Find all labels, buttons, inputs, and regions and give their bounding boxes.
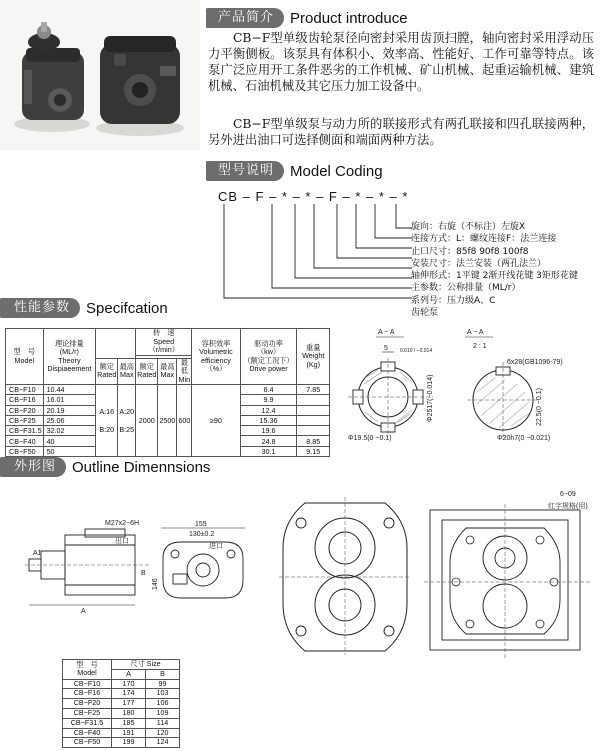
size-b-cell: 99	[145, 679, 179, 689]
coding-line-displacement: 主参数：公称排量（ML/r）	[411, 283, 521, 294]
intro-title-en: Product introduce	[290, 9, 408, 27]
size-h-b: B	[145, 669, 179, 679]
size-model-cell: CB−F10	[63, 679, 112, 689]
spec-model-cell: CB−F10	[6, 385, 44, 395]
spec-power-cell: 24.8	[240, 436, 297, 446]
coding-line-gear-pump: 齿轮泵	[411, 308, 439, 319]
spec-h-pressure-max: 最高 Max	[118, 358, 136, 385]
outline-front-view	[153, 518, 253, 618]
spec-model-cell: CB−F31.5	[6, 426, 44, 436]
shaft-section-drawing-right	[455, 322, 595, 444]
size-model-cell: CB−F40	[63, 728, 112, 738]
table-row	[6, 385, 330, 395]
spec-model-cell: CB−F25	[6, 415, 44, 425]
spec-disp-cell: 50	[43, 446, 96, 456]
outline-label-a: A	[81, 608, 86, 615]
size-model-cell: CB−F31.5	[63, 718, 112, 728]
spec-h-speed-rated: 额定 Rated	[136, 358, 158, 385]
spec-weight-cell	[297, 415, 330, 425]
outline-label-outlet: 出口	[115, 538, 129, 545]
size-h-size: 尺寸 Size	[112, 660, 180, 670]
spec-h-model: 型 号 Model	[6, 329, 44, 385]
spec-max-pressure-cell: A:20 B:25	[118, 385, 136, 457]
spec-h-speed-max: 最高 Max	[158, 358, 177, 385]
spec-h-power: 驱动功率 （kw） （额定工况下） Drive power	[240, 329, 297, 385]
spec-header	[0, 298, 168, 318]
coding-legend	[411, 221, 578, 319]
dim-spline-dia: Φ2517(−0.014)	[427, 374, 434, 422]
spec-power-cell: 30.1	[240, 446, 297, 456]
dim-minor-dia: Φ19.5(0 −0.1)	[348, 435, 392, 442]
coding-line-shaft: 轴伸形式：1平键 2渐开线花键 3矩形花键	[411, 271, 578, 282]
size-model-cell: CB−F16	[63, 689, 112, 699]
intro-title-cn: 产品简介	[206, 8, 284, 28]
size-b-cell: 109	[145, 708, 179, 718]
spec-weight-cell: 7.85	[297, 385, 330, 395]
spec-disp-cell: 16.01	[43, 395, 96, 405]
size-h-model: 型 号 Model	[63, 660, 112, 680]
size-h-a: A	[112, 669, 146, 679]
spec-h-displacement: 理论排量 (ML/r) Theory Dispiaeement	[43, 329, 96, 385]
spec-power-cell: 6.4	[240, 385, 297, 395]
spec-power-cell: 19.6	[240, 426, 297, 436]
spec-weight-cell	[297, 426, 330, 436]
dim-key-spec: 6x28(GB1096-79)	[507, 359, 563, 366]
spec-weight-cell	[297, 395, 330, 405]
table-row	[63, 679, 180, 689]
table-row	[63, 738, 180, 748]
table-row	[63, 699, 180, 709]
outline-side-view	[25, 515, 155, 615]
spec-title-cn: 性能参数	[0, 298, 80, 318]
gear-pump-photo-illustration	[0, 0, 200, 150]
size-b-cell: 120	[145, 728, 179, 738]
size-b-cell: 114	[145, 718, 179, 728]
outline-mounting-face-view	[275, 493, 415, 658]
outline-title-cn: 外形图	[0, 457, 66, 477]
outline-header	[0, 457, 210, 477]
coding-header	[206, 161, 383, 181]
coding-leader-lines	[210, 204, 440, 314]
spec-model-cell: CB−F16	[6, 395, 44, 405]
outline-label-holes: 6−09	[560, 491, 576, 498]
coding-line-series: 系列号：压力级A、C	[411, 295, 496, 306]
spec-power-cell: 12.4	[240, 405, 297, 415]
spec-rated-pressure-cell: A:16 B:20	[96, 385, 118, 457]
spec-disp-cell: 20.19	[43, 405, 96, 415]
dim-key-width: 5	[384, 345, 388, 352]
spec-model-cell: CB−F40	[6, 436, 44, 446]
size-model-cell: CB−F25	[63, 708, 112, 718]
spec-efficiency-cell: ≥90	[192, 385, 240, 457]
spec-title-en: Specifcation	[86, 299, 168, 317]
size-a-cell: 199	[112, 738, 146, 748]
outline-label-thread: M27x2−6H	[105, 520, 140, 527]
outline-dim-155: 155	[195, 521, 207, 528]
size-table	[62, 659, 180, 748]
spec-pressure-header-note	[91, 330, 137, 338]
spec-h-efficiency: 容积效率 Volumetric efficiency （%）	[192, 329, 240, 385]
spec-h-speed: 转 速 Speed （r/min）	[136, 329, 192, 356]
model-code: CB – F – * – * – F – * – * – *	[218, 189, 409, 204]
section-label-right: A − A	[467, 329, 484, 336]
shaft-section-drawing-left	[338, 322, 453, 444]
size-model-cell: CB−F50	[63, 738, 112, 748]
coding-line-rotation: 旋向：右旋（不标注）左旋X	[411, 222, 526, 232]
outline-label-note: 红字规格(用)	[548, 503, 588, 510]
outline-label-inlet: 进口	[209, 543, 223, 550]
size-a-cell: 177	[112, 699, 146, 709]
dim-key-tol: 0.010 / −0.014	[400, 348, 433, 354]
spec-disp-cell: 25.06	[43, 415, 96, 425]
intro-paragraph-2: CB−F型单级泵与动力所的联接形式有两孔联接和四孔联接两种，另外进出油口可选择侧面和端面两种方法。	[208, 117, 594, 147]
table-row	[63, 728, 180, 738]
product-photo	[0, 0, 200, 150]
coding-line-mounting: 安装尺寸：法兰安装（两孔法兰）	[411, 258, 547, 269]
spec-disp-cell: 10.44	[43, 385, 96, 395]
spec-weight-cell	[297, 405, 330, 415]
size-a-cell: 170	[112, 679, 146, 689]
coding-line-connection: 连接方式：L：螺纹连接F：法兰连接	[411, 234, 557, 245]
size-b-cell: 106	[145, 699, 179, 709]
section-label-left: A − A	[378, 329, 395, 336]
spec-model-cell: CB−F50	[6, 446, 44, 456]
outline-label-b: B	[141, 570, 146, 577]
spec-power-cell: 15.36	[240, 415, 297, 425]
spec-speed-max-cell: 2500	[158, 385, 177, 457]
spec-h-speed-min: 最低 Min	[178, 357, 191, 384]
intro-paragraph-1: CB−F型单级齿轮泵径向密封采用齿顶扫膛，轴向密封采用浮动压力平衡侧板。该泵具有体积小、效率高、性能好、工作可靠等特点。该泵广泛应用开工条件恶劣的工作机械、矿山机械、起重运输机械、建筑机械、石油机械及其它压力加工设备中。	[208, 31, 594, 93]
size-b-cell: 103	[145, 689, 179, 699]
spec-speed-min-cell: 600	[177, 385, 192, 457]
coding-title-en: Model Coding	[290, 162, 383, 180]
size-a-cell: 185	[112, 718, 146, 728]
spec-table	[5, 328, 330, 457]
size-a-cell: 180	[112, 708, 146, 718]
size-a-cell: 174	[112, 689, 146, 699]
spec-weight-cell: 8.85	[297, 436, 330, 446]
table-row	[63, 718, 180, 728]
section-scale-right: 2 : 1	[473, 343, 487, 350]
spec-weight-cell: 9.15	[297, 446, 330, 456]
spec-model-cell: CB−F20	[6, 405, 44, 415]
outline-flange-view	[420, 488, 595, 663]
coding-line-spigot: 止口尺寸：85f8 90f8 100f8	[411, 246, 529, 257]
size-model-cell: CB−F20	[63, 699, 112, 709]
outline-dim-130: 130±0.2	[189, 531, 215, 538]
dim-shaft-dia: Φ20h7(0 −0.021)	[497, 435, 551, 442]
intro-header	[206, 8, 408, 28]
spec-disp-cell: 40	[43, 436, 96, 446]
size-a-cell: 191	[112, 728, 146, 738]
spec-h-weight: 重量 Weight (Kg)	[297, 329, 330, 385]
coding-title-cn: 型号说明	[206, 161, 284, 181]
spec-speed-rated-cell: 2000	[136, 385, 158, 457]
spec-disp-cell: 32.02	[43, 426, 96, 436]
table-row	[63, 708, 180, 718]
spec-power-cell: 9.9	[240, 395, 297, 405]
outline-dim-146: 146	[152, 578, 159, 590]
outline-label-a1: A1	[33, 550, 42, 557]
outline-title-en: Outline Dimennsions	[72, 458, 211, 476]
dim-key-depth: 22.5(0 −0.1)	[536, 388, 543, 426]
size-b-cell: 124	[145, 738, 179, 748]
table-row	[63, 689, 180, 699]
spec-h-pressure-rated: 额定 Rated	[96, 358, 118, 385]
